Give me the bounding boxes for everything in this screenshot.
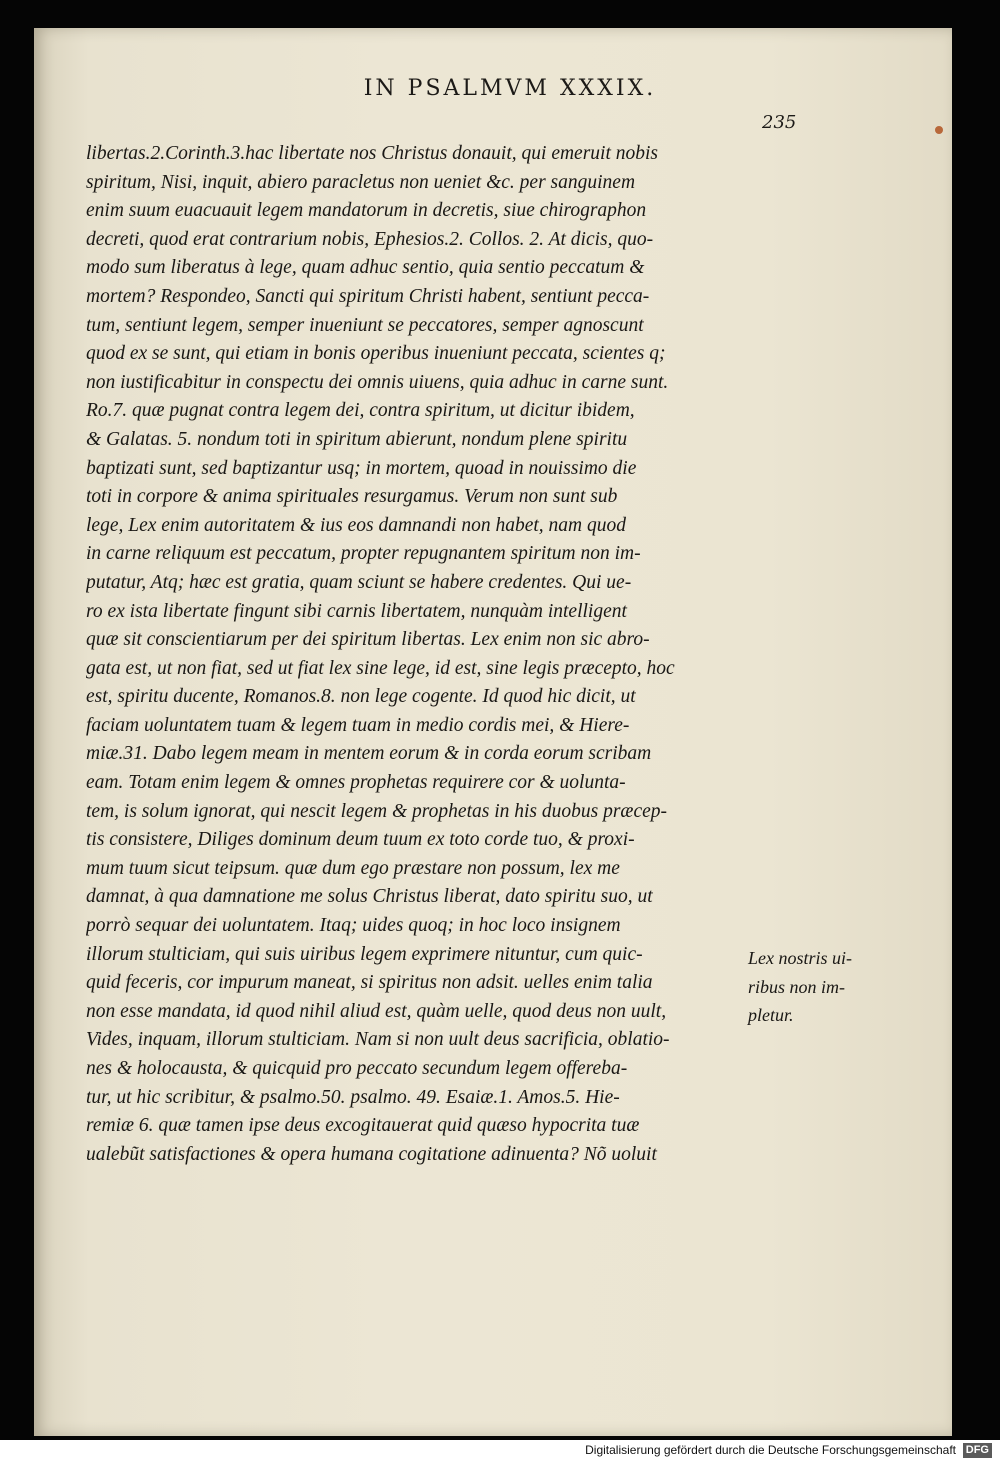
text-line: illorum stulticiam, qui suis uiribus legem exprimere nituntur, cum quic- xyxy=(86,943,643,965)
text-line: tur, ut hic scribitur, & psalmo.50. psalmo. 49. Esaiæ.1. Amos.5. Hie- xyxy=(86,1086,620,1108)
text-line: quæ sit conscientiarum per dei spiritum libertas. Lex enim non sic abro- xyxy=(86,629,650,651)
text-line: ualebũt satisfactiones & opera humana cogitatione adinuenta? Nõ uoluit xyxy=(86,1143,657,1165)
margin-note xyxy=(748,944,878,1030)
text-line: eam. Totam enim legem & omnes prophetas requirere cor & uolunta- xyxy=(86,772,626,794)
page-header xyxy=(230,76,790,101)
text-line: modo sum liberatus à lege, quam adhuc sentio, quia sentio peccatum & xyxy=(86,257,645,279)
text-line: spiritum, Nisi, inquit, abiero paracletus non ueniet &c. per sanguinem xyxy=(86,171,636,193)
text-line: ro ex ista libertate fingunt sibi carnis libertatem, nunquàm intelligent xyxy=(86,600,627,622)
text-line: quid feceris, cor impurum maneat, si spiritus non adsit. uelles enim talia xyxy=(86,972,653,994)
margin-note-line: ribus non im- xyxy=(748,976,846,997)
text-line: decreti, quod erat contrarium nobis, Ephesios.2. Collos. 2. At dicis, quo- xyxy=(86,228,654,250)
page-number: 235 xyxy=(762,112,797,133)
text-line: porrò sequar dei uoluntatem. Itaq; uides quoq; in hoc loco insignem xyxy=(86,915,621,937)
text-line: mortem? Respondeo, Sancti qui spiritum Christi habent, sentiunt pecca- xyxy=(86,285,650,307)
text-line: faciam uoluntatem tuam & legem tuam in medio cordis mei, & Hiere- xyxy=(86,714,630,736)
text-line: in carne reliquum est peccatum, propter repugnantem spiritum non im- xyxy=(86,543,641,565)
text-line: lege, Lex enim autoritatem & ius eos damnandi non habet, nam quod xyxy=(86,514,626,536)
text-line: miæ.31. Dabo legem meam in mentem eorum & in corda eorum scribam xyxy=(86,743,652,765)
text-line: tum, sentiunt legem, semper inueniunt se peccatores, semper agnoscunt xyxy=(86,314,644,336)
text-line: non esse mandata, id quod nihil aliud est, quàm uelle, quod deus non uult, xyxy=(86,1000,667,1022)
dfg-logo: DFG xyxy=(963,1443,992,1458)
text-line: mum tuum sicut teipsum. quæ dum ego præstare non possum, lex me xyxy=(86,857,620,879)
text-line: quod ex se sunt, qui etiam in bonis operibus inueniunt peccata, scientes q; xyxy=(86,343,666,365)
margin-note-line: Lex nostris ui- xyxy=(748,948,853,968)
margin-note-line: pletur. xyxy=(748,1005,794,1026)
text-line: enim suum euacuauit legem mandatorum in decretis, siue chirographon xyxy=(86,200,647,222)
ink-spot-mark xyxy=(935,126,943,134)
text-line: libertas.2.Corinth.3.hac libertate nos Christus donauit, qui emeruit nobis xyxy=(86,143,659,164)
running-title: IN PSALMVM XXXIX. xyxy=(363,76,657,101)
text-line: est, spiritu ducente, Romanos.8. non lege cogente. Id quod hic dicit, ut xyxy=(86,686,636,708)
text-line: toti in corpore & anima spirituales resurgamus. Verum non sunt sub xyxy=(86,486,618,508)
footer-bar xyxy=(0,1440,1000,1462)
funding-credit: Digitalisierung gefördert durch die Deutsche Forschungsgemeinschaft xyxy=(585,1443,956,1457)
text-line: non iustificabitur in conspectu dei omnis uiuens, quia adhuc in carne sunt. xyxy=(86,371,669,393)
text-line: damnat, à qua damnatione me solus Christus liberat, dato spiritu suo, ut xyxy=(86,886,653,908)
text-line: tis consistere, Diliges dominum deum tuum ex toto corde tuo, & proxi- xyxy=(86,829,635,851)
text-line: remiæ 6. quæ tamen ipse deus excogitauerat quid quæso hypocrita tuæ xyxy=(86,1115,640,1137)
text-line: gata est, ut non fiat, sed ut fiat lex sine lege, id est, sine legis præcepto, hoc xyxy=(86,657,675,679)
text-line: Ro.7. quæ pugnat contra legem dei, contra spiritum, ut dicitur ibidem, xyxy=(86,400,635,422)
text-line: tem, is solum ignorat, qui nescit legem & prophetas in his duobus præcep- xyxy=(86,800,667,822)
text-line: putatur, Atq; hæc est gratia, quam sciunt se habere credentes. Qui ue- xyxy=(86,571,632,593)
text-line: Vides, inquam, illorum stulticiam. Nam si non uult deus sacrificia, oblatio- xyxy=(86,1029,670,1051)
body-text xyxy=(86,140,746,1169)
text-line: baptizati sunt, sed baptizantur usq; in mortem, quoad in nouissimo die xyxy=(86,457,637,479)
text-line: nes & holocausta, & quicquid pro peccato secundum legem offereba- xyxy=(86,1058,628,1079)
text-line: & Galatas. 5. nondum toti in spiritum abierunt, nondum plene spiritu xyxy=(86,428,628,450)
